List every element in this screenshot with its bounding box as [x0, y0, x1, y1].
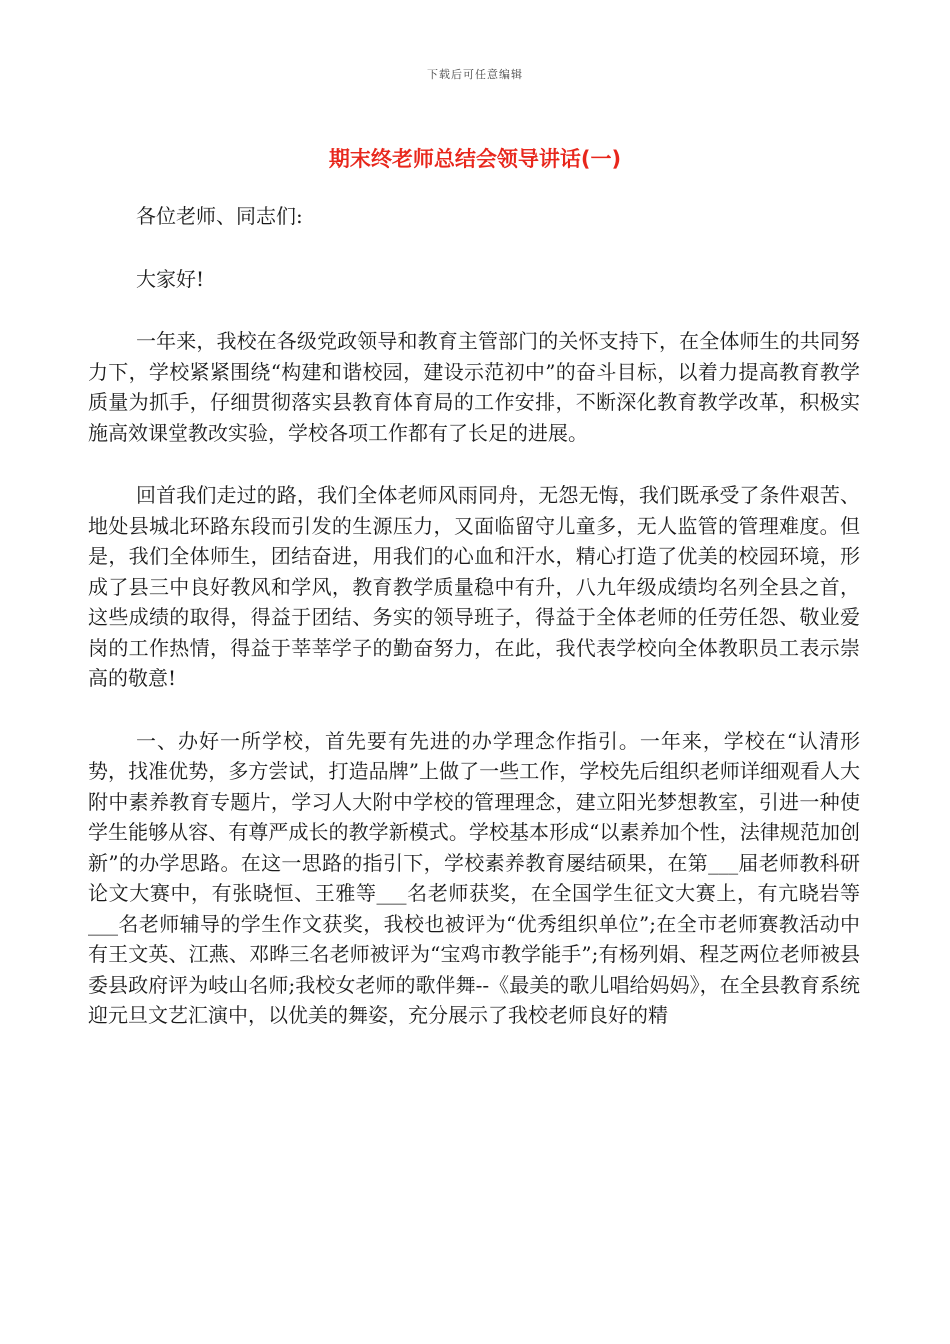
document-title: 期末终老师总结会领导讲话(一) [328, 147, 622, 171]
paragraph-3: 一、办好一所学校，首先要有先进的办学理念作指引。一年来，学校在“认清形势，找准优势，多方尝试，打造品牌”上做了一些工作，学校先后组织老师详细观看人大附中素养教育专题片，学习人大附中学校的管理理念，建立阳光梦想教室，引进一种使学生能够从容、有尊严成长的教学新模式。学校基本形成“以素养加个性，法律规范加创新”的办学思路。在这一思路的指引下，学校素养教育屡结硕果，在第___届老师教科研论文大赛中，有张晓恒、王雅等___名老师获奖，在全国学生征文大赛上，有亢晓岩等___名老师辅导的学生作文获奖，我校也被评为“优秀组织单位”;在全市老师赛教活动中有王文英、江燕、邓晔三名老师被评为“宝鸡市教学能手”;有杨列娟、程芝两位老师被县委县政府评为岐山名师;我校女老师的歌伴舞--《最美的歌儿唱给妈妈》，在全县教育系统迎元旦文艺汇演中，以优美的舞姿，充分展示了我校老师良好的精 [88, 728, 860, 1027]
paragraph-1: 一年来，我校在各级党政领导和教育主管部门的关怀支持下，在全体师生的共同努力下，学校紧紧围绕“构建和谐校园，建设示范初中”的奋斗目标，以着力提高教育教学质量为抓手，仔细贯彻落实县教育体育局的工作安排，不断深化教育教学改革，积极实施高效课堂教改实验，学校各项工作都有了长足的进展。 [88, 329, 860, 445]
document-body [88, 201, 860, 1063]
paragraph-2: 回首我们走过的路，我们全体老师风雨同舟，无怨无悔，我们既承受了条件艰苦、地处县城北环路东段而引发的生源压力，又面临留守儿童多，无人监管的管理难度。但是，我们全体师生，团结奋进，用我们的心血和汗水，精心打造了优美的校园环境，形成了县三中良好教风和学风，教育教学质量稳中有升，八九年级成绩均名列全县之首，这些成绩的取得，得益于团结、务实的领导班子，得益于全体老师的任劳任怨、敬业爱岗的工作热情，得益于莘莘学子的勤奋努力，在此，我代表学校向全体教职员工表示崇高的敬意! [88, 483, 860, 690]
salutation: 各位老师、同志们: [136, 204, 303, 228]
page-header-note: 下载后可任意编辑 [427, 68, 523, 81]
greeting: 大家好! [136, 266, 205, 291]
